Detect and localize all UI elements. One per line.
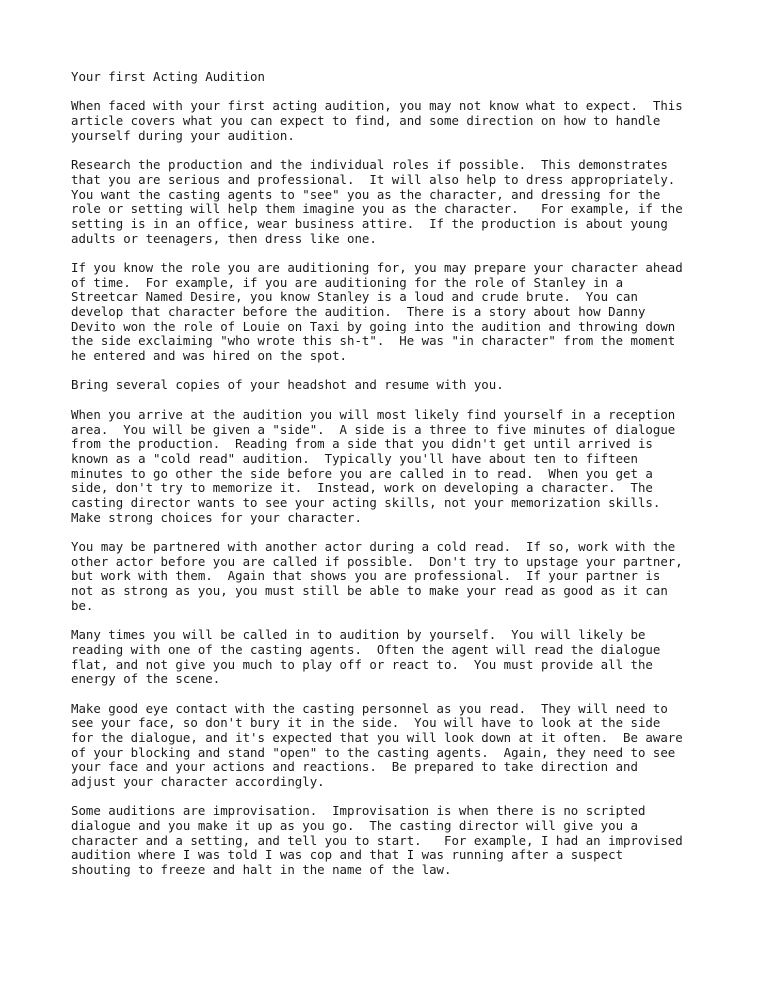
text-line: adults or teenagers, then dress like one.: [71, 230, 377, 246]
text-line: not as strong as you, you must still be able to make your read as good as it can: [71, 583, 668, 599]
text-line: known as a "cold read" audition. Typically you'll have about ten to fifteen: [71, 450, 638, 466]
text-line: audition where I was told I was cop and that I was running after a suspect: [71, 847, 624, 863]
paragraph: [71, 540, 761, 613]
text-line: When faced with your first acting audition, you may not know what to expect. This: [71, 98, 683, 114]
paragraph: [71, 378, 761, 393]
paragraph: [71, 158, 761, 246]
text-line: the side exclaiming "who wrote this sh-t". He was "in character" from the moment: [71, 333, 676, 349]
text-line: Streetcar Named Desire, you know Stanley is a loud and crude brute. You can: [71, 289, 638, 305]
text-line: You may be partnered with another actor during a cold read. If so, work with the: [71, 539, 676, 554]
document-title: Your first Acting Audition: [71, 69, 265, 84]
text-line: shouting to freeze and halt in the name of the law.: [71, 862, 452, 878]
text-line: If you know the role you are auditioning for, you may prepare your character ahead: [71, 259, 683, 275]
text-line: Research the production and the individual roles if possible. This demonstrates: [71, 157, 668, 173]
text-line: be.: [71, 597, 94, 613]
text-line: energy of the scene.: [71, 671, 221, 687]
text-line: setting is in an office, wear business attire. If the production is about young: [71, 215, 668, 231]
text-line: Bring several copies of your headshot and resume with you.: [71, 377, 504, 393]
text-line: but work with them. Again that shows you are professional. If your partner is: [71, 568, 661, 584]
text-line: minutes to go other the side before you are called in to read. When you get a: [71, 465, 653, 481]
text-line: he entered and was hired on the spot.: [71, 348, 348, 364]
text-line: Many times you will be called in to audition by yourself. You will likely be: [71, 627, 646, 643]
text-line: of your blocking and stand "open" to the casting agents. Again, they need to see: [71, 744, 676, 760]
text-line: casting director wants to see your acting skills, not your memorization skills.: [71, 494, 661, 510]
text-line: Some auditions are improvisation. Improvisation is when there is no scripted: [71, 803, 646, 819]
text-line: that you are serious and professional. It will also help to dress appropriately.: [71, 171, 676, 187]
text-line: reading with one of the casting agents. Often the agent will read the dialogue: [71, 641, 661, 657]
paragraph: [71, 408, 761, 526]
text-line: side, don't try to memorize it. Instead, work on developing a character. The: [71, 480, 653, 496]
text-line: character and a setting, and tell you to start. For example, I had an improvised: [71, 832, 683, 848]
text-line: You want the casting agents to "see" you as the character, and dressing for the: [71, 186, 661, 202]
text-line: of time. For example, if you are auditioning for the role of Stanley in a: [71, 274, 624, 290]
text-line: yourself during your audition.: [71, 127, 295, 143]
text-line: from the production. Reading from a side that you didn't get until arrived is: [71, 436, 653, 452]
text-line: Devito won the role of Louie on Taxi by going into the audition and throwing down: [71, 318, 676, 334]
paragraph: [71, 628, 761, 687]
text-line: Make strong choices for your character.: [71, 509, 362, 525]
text-line: see your face, so don't bury it in the side. You will have to look at the side: [71, 715, 661, 731]
text-line: adjust your character accordingly.: [71, 774, 325, 789]
paragraph: [71, 804, 761, 877]
text-line: develop that character before the audition. There is a story about how Danny: [71, 304, 646, 319]
text-line: When you arrive at the audition you will most likely find yourself in a reception: [71, 406, 676, 422]
document-body: [71, 70, 761, 893]
text-line: role or setting will help them imagine you as the character. For example, if the: [71, 201, 683, 217]
text-line: other actor before you are called if possible. Don't try to upstage your partner,: [71, 553, 683, 569]
paragraph-list: [71, 99, 761, 877]
text-line: article covers what you can expect to find, and some direction on how to handle: [71, 113, 661, 129]
text-line: area. You will be given a "side". A side is a three to five minutes of dialogue: [71, 421, 676, 437]
text-line: flat, and not give you much to play off or react to. You must provide all the: [71, 656, 653, 672]
text-line: for the dialogue, and it's expected that you will look down at it often. Be aware: [71, 729, 683, 745]
paragraph: [71, 99, 761, 143]
paragraph: [71, 261, 761, 364]
paragraph: [71, 702, 761, 790]
text-line: your face and your actions and reactions. Be prepared to take direction and: [71, 759, 638, 775]
text-line: dialogue and you make it up as you go. The casting director will give you a: [71, 818, 638, 834]
text-line: Make good eye contact with the casting personnel as you read. They will need to: [71, 700, 668, 716]
